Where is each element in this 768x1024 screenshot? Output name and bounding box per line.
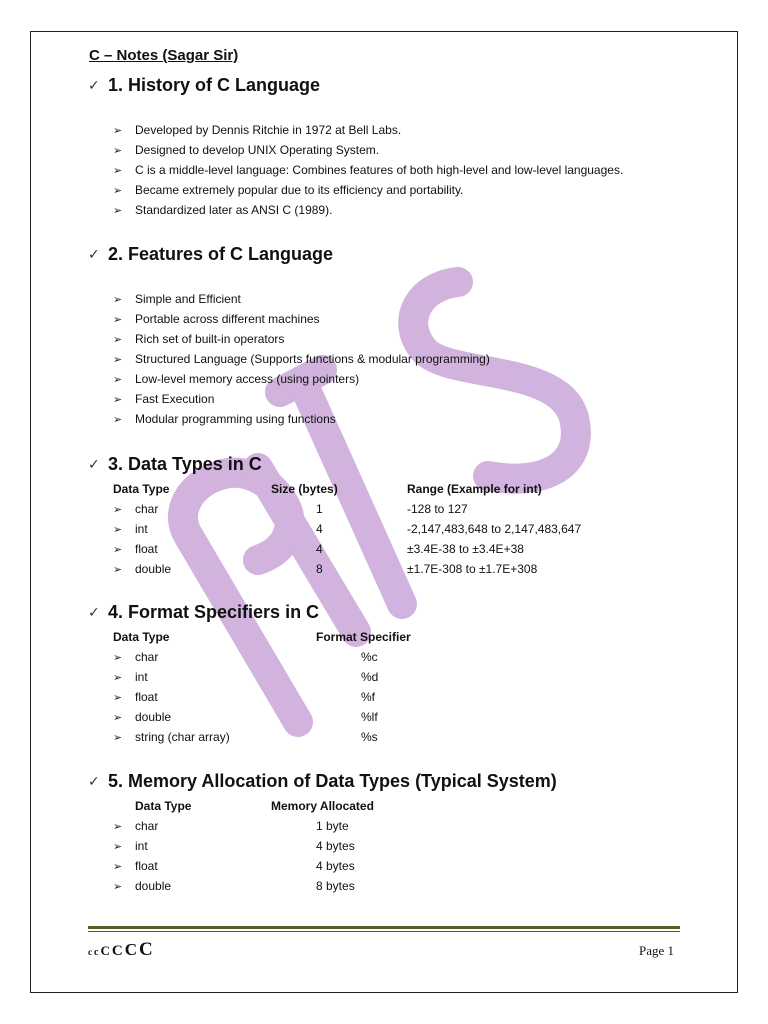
arrow-bullet-icon: ➢	[113, 671, 123, 684]
arrow-bullet-icon: ➢	[113, 563, 123, 576]
list-item: ➢ C is a middle-level language: Combines features of both high-level and low-level languages.	[113, 163, 624, 177]
list-item: ➢ Portable across different machines	[113, 312, 320, 326]
document-title: C – Notes (Sagar Sir)	[89, 47, 239, 64]
arrow-bullet-icon: ➢	[113, 184, 123, 197]
list-item: ➢ Standardized later as ANSI C (1989).	[113, 203, 333, 217]
arrow-bullet-icon: ➢	[113, 144, 123, 157]
list-item: ➢ Became extremely popular due to its efficiency and portability.	[113, 183, 464, 197]
arrow-bullet-icon: ➢	[113, 651, 123, 664]
arrow-bullet-icon: ➢	[113, 691, 123, 704]
arrow-bullet-icon: ➢	[113, 124, 123, 137]
features-list	[113, 289, 490, 429]
list-item: ➢ Modular programming using functions	[113, 412, 336, 426]
footer-logo-letters: c c C C C C	[88, 939, 153, 960]
arrow-bullet-icon: ➢	[113, 880, 123, 893]
arrow-bullet-icon: ➢	[113, 204, 123, 217]
list-item: ➢ Developed by Dennis Ritchie in 1972 at Bell Labs.	[113, 123, 402, 137]
arrow-bullet-icon: ➢	[113, 353, 123, 366]
arrow-bullet-icon: ➢	[113, 731, 123, 744]
section-format-specifiers-heading: ✓ 4. Format Specifiers in C	[88, 602, 320, 622]
arrow-bullet-icon: ➢	[113, 503, 123, 516]
checkmark-icon: ✓	[88, 604, 100, 620]
checkmark-icon: ✓	[88, 773, 100, 789]
checkmark-icon: ✓	[88, 246, 100, 262]
arrow-bullet-icon: ➢	[113, 373, 123, 386]
arrow-bullet-icon: ➢	[113, 164, 123, 177]
arrow-bullet-icon: ➢	[113, 293, 123, 306]
arrow-bullet-icon: ➢	[113, 860, 123, 873]
arrow-bullet-icon: ➢	[113, 523, 123, 536]
list-item: ➢ Rich set of built-in operators	[113, 332, 285, 346]
list-item: ➢ Fast Execution	[113, 392, 215, 406]
arrow-bullet-icon: ➢	[113, 840, 123, 853]
checkmark-icon: ✓	[88, 456, 100, 472]
arrow-bullet-icon: ➢	[113, 711, 123, 724]
arrow-bullet-icon: ➢	[113, 820, 123, 833]
checkmark-icon: ✓	[88, 77, 100, 93]
section-history-heading: ✓ 1. History of C Language	[88, 75, 321, 95]
list-item: ➢ Structured Language (Supports functions & modular programming)	[113, 352, 490, 366]
footer-rule-thin	[88, 931, 680, 932]
history-list	[113, 120, 623, 220]
page-number: Page 1	[639, 943, 675, 958]
arrow-bullet-icon: ➢	[113, 333, 123, 346]
footer-rule-thick	[88, 926, 680, 929]
arrow-bullet-icon: ➢	[113, 413, 123, 426]
arrow-bullet-icon: ➢	[113, 313, 123, 326]
section-features-heading: ✓ 2. Features of C Language	[88, 244, 334, 264]
arrow-bullet-icon: ➢	[113, 393, 123, 406]
list-item: ➢ Low-level memory access (using pointers)	[113, 372, 360, 386]
arrow-bullet-icon: ➢	[113, 543, 123, 556]
section-data-types-heading: ✓ 3. Data Types in C	[88, 454, 262, 474]
section-memory-heading: ✓ 5. Memory Allocation of Data Types (Typical System)	[88, 771, 557, 791]
list-item: ➢ Designed to develop UNIX Operating System.	[113, 143, 380, 157]
list-item: ➢ Simple and Efficient	[113, 292, 241, 306]
